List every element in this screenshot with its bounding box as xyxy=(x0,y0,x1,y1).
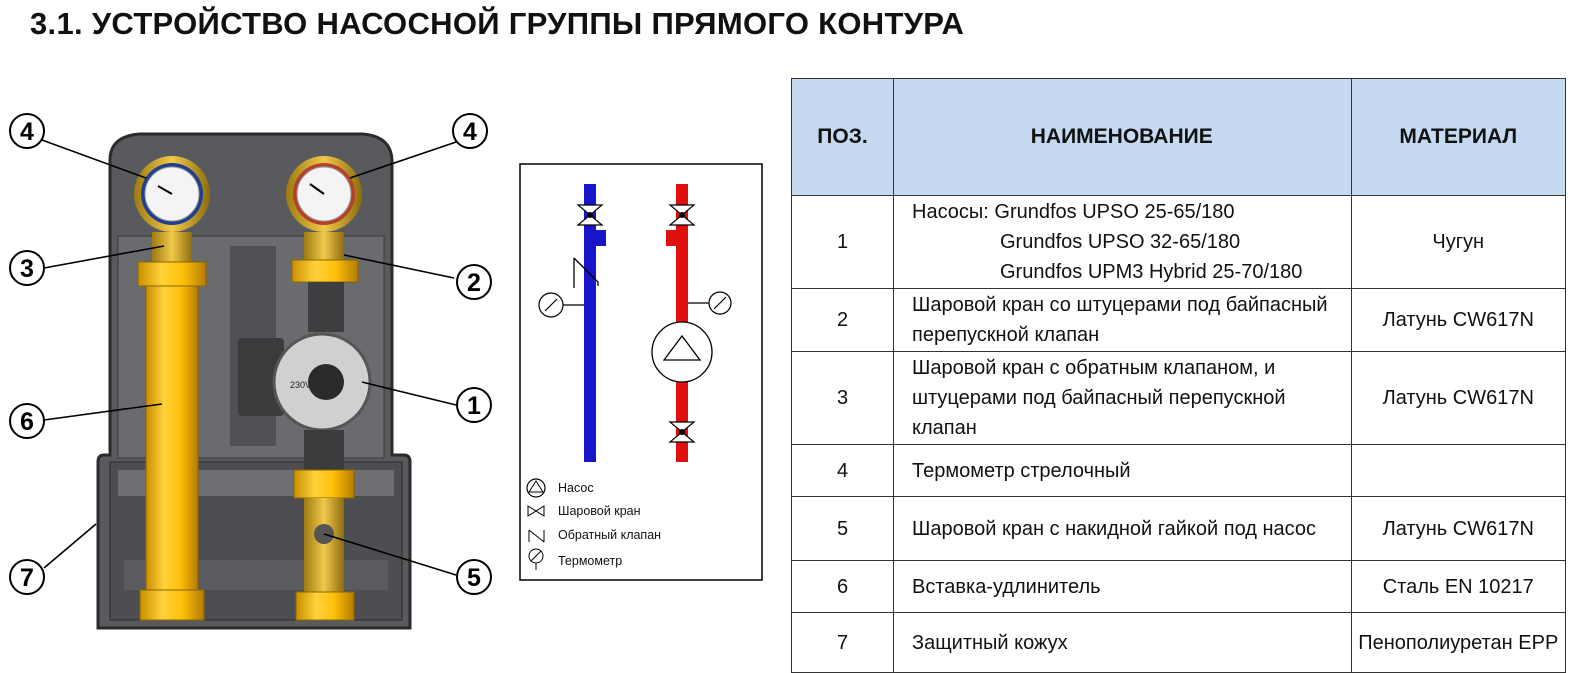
row-name: Вставка-удлинитель xyxy=(894,561,1352,613)
row-material: Пенополиуретан EPP xyxy=(1351,613,1566,673)
row-name: Шаровой кран с обратным клапаном, и штуцерами под байпасный перепускной клапан xyxy=(894,352,1352,445)
row-name xyxy=(894,196,1352,289)
svg-text:4: 4 xyxy=(20,118,34,146)
row-material: Чугун xyxy=(1351,196,1566,289)
row-pos: 5 xyxy=(792,497,894,561)
row-material: Латунь CW617N xyxy=(1351,352,1566,445)
svg-text:Термометр: Термометр xyxy=(558,554,623,568)
header-material: МАТЕРИАЛ xyxy=(1351,79,1566,196)
row-pos: 4 xyxy=(792,445,894,497)
svg-text:4: 4 xyxy=(463,118,477,146)
row-material: Сталь EN 10217 xyxy=(1351,561,1566,613)
row-name: Шаровой кран с накидной гайкой под насос xyxy=(894,497,1352,561)
table-row xyxy=(792,497,1566,561)
bottom-nut-left xyxy=(140,590,204,620)
svg-text:Насос: Насос xyxy=(558,481,594,495)
row-name-line: Насосы: Grundfos UPSO 25-65/180 xyxy=(912,201,1235,223)
svg-text:1: 1 xyxy=(467,392,481,420)
table-row xyxy=(792,613,1566,673)
page-title: 3.1. УСТРОЙСТВО НАСОСНОЙ ГРУППЫ ПРЯМОГО КОНТУРА xyxy=(30,6,965,41)
table-row xyxy=(792,352,1566,445)
row-name: Шаровой кран со штуцерами под байпасный перепускной клапан xyxy=(894,289,1352,352)
svg-text:3: 3 xyxy=(20,255,34,283)
row-material: Латунь CW617N xyxy=(1351,289,1566,352)
table-row xyxy=(792,289,1566,352)
row-pos: 6 xyxy=(792,561,894,613)
svg-text:Обратный клапан: Обратный клапан xyxy=(558,528,662,542)
hydraulic-scheme xyxy=(0,0,770,590)
row-name: Термометр стрелочный xyxy=(894,445,1352,497)
svg-text:7: 7 xyxy=(20,564,34,592)
svg-text:2: 2 xyxy=(467,269,481,297)
row-pos: 1 xyxy=(792,196,894,289)
row-name-line: Grundfos UPSO 32-65/180 xyxy=(1000,231,1241,253)
table-row xyxy=(792,196,1566,289)
table-header-row xyxy=(792,79,1566,196)
svg-text:Шаровой кран: Шаровой кран xyxy=(558,504,641,518)
bottom-nut-right xyxy=(296,592,354,620)
header-name: НАИМЕНОВАНИЕ xyxy=(894,79,1352,196)
specification-table xyxy=(791,78,1566,673)
row-pos: 3 xyxy=(792,352,894,445)
row-material xyxy=(1351,445,1566,497)
row-name: Защитный кожух xyxy=(894,613,1352,673)
header-pos: ПОЗ. xyxy=(792,79,894,196)
row-pos: 2 xyxy=(792,289,894,352)
row-pos: 7 xyxy=(792,613,894,673)
table-row xyxy=(792,561,1566,613)
svg-text:5: 5 xyxy=(467,564,481,592)
row-name-line: Grundfos UPM3 Hybrid 25-70/180 xyxy=(1000,261,1303,283)
row-material: Латунь CW617N xyxy=(1351,497,1566,561)
pump-voltage-label: 230V xyxy=(290,380,312,390)
table-row xyxy=(792,445,1566,497)
svg-text:6: 6 xyxy=(20,408,34,436)
legend-pump xyxy=(527,479,594,497)
